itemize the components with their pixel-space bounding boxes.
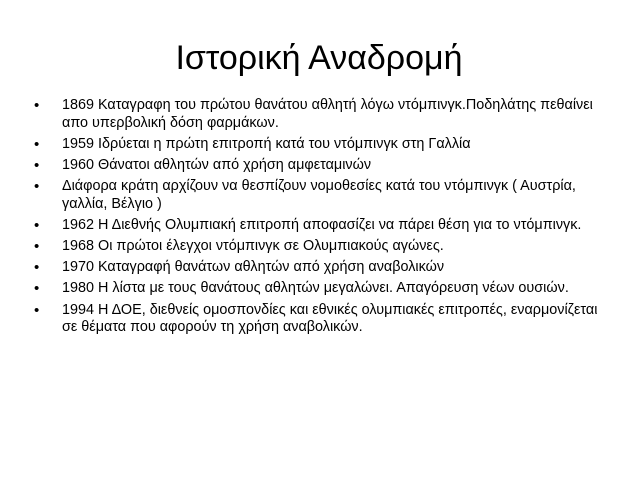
bullet-item <box>34 97 615 132</box>
bullet-dot-icon: • <box>34 259 40 277</box>
bullet-text: 1994 Η ΔΟΕ, διεθνείς ομοσπονδίες και εθνικές ολυμπιακές επιτροπές, εναρμονίζεται σε θέματα που αφορούν τη χρήση αναβολικών. <box>62 301 598 335</box>
bullet-dot-icon: • <box>34 237 40 255</box>
bullet-item <box>34 216 615 235</box>
bullet-item <box>34 156 615 175</box>
bullet-dot-icon: • <box>34 301 40 319</box>
bullet-text: 1869 Καταγραφη του πρώτου θανάτου αθλητή λόγω ντόμπινγκ.Ποδηλάτης πεθαίνει απο υπερβολική δόση φαρμάκων. <box>62 97 593 131</box>
bullet-dot-icon: • <box>34 216 40 234</box>
bullet-dot-icon: • <box>34 97 40 114</box>
bullet-dot-icon: • <box>34 135 40 153</box>
slide-title: Ιστορική Αναδρομή <box>175 39 463 77</box>
bullet-item <box>34 135 615 154</box>
bullet-text: 1962 Η Διεθνής Ολυμπιακή επιτροπή αποφασίζει να πάρει θέση για το ντόμπινγκ. <box>62 216 582 233</box>
bullet-dot-icon: • <box>34 280 40 298</box>
bullet-dot-icon: • <box>34 178 40 196</box>
bullet-item <box>34 178 615 213</box>
bullet-text: 1960 Θάνατοι αθλητών από χρήση αμφεταμινών <box>62 156 372 173</box>
bullet-text: 1959 Ιδρύεται η πρώτη επιτροπή κατά του ντόμπινγκ στη Γαλλία <box>62 135 471 152</box>
bullet-text: Διάφορα κράτη αρχίζουν να θεσπίζουν νομοθεσίες κατά του ντόμπινγκ ( Αυστρία, γαλλία, Βέλγιο ) <box>62 178 576 212</box>
bullet-dot-icon: • <box>34 156 40 174</box>
bullet-text: 1968 Οι πρώτοι έλεγχοι ντόμπινγκ σε Ολυμπιακούς αγώνες. <box>62 237 444 254</box>
bullet-item <box>34 259 615 277</box>
bullet-item <box>34 301 615 337</box>
bullet-item <box>34 280 615 298</box>
bullet-text: 1980 Η λίστα με τους θανάτους αθλητών μεγαλώνει. Απαγόρευση νέων ουσιών. <box>62 280 569 297</box>
bullet-list <box>34 97 615 340</box>
bullet-item <box>34 237 615 256</box>
bullet-text: 1970 Καταγραφή θανάτων αθλητών από χρήση αναβολικών <box>62 259 445 276</box>
